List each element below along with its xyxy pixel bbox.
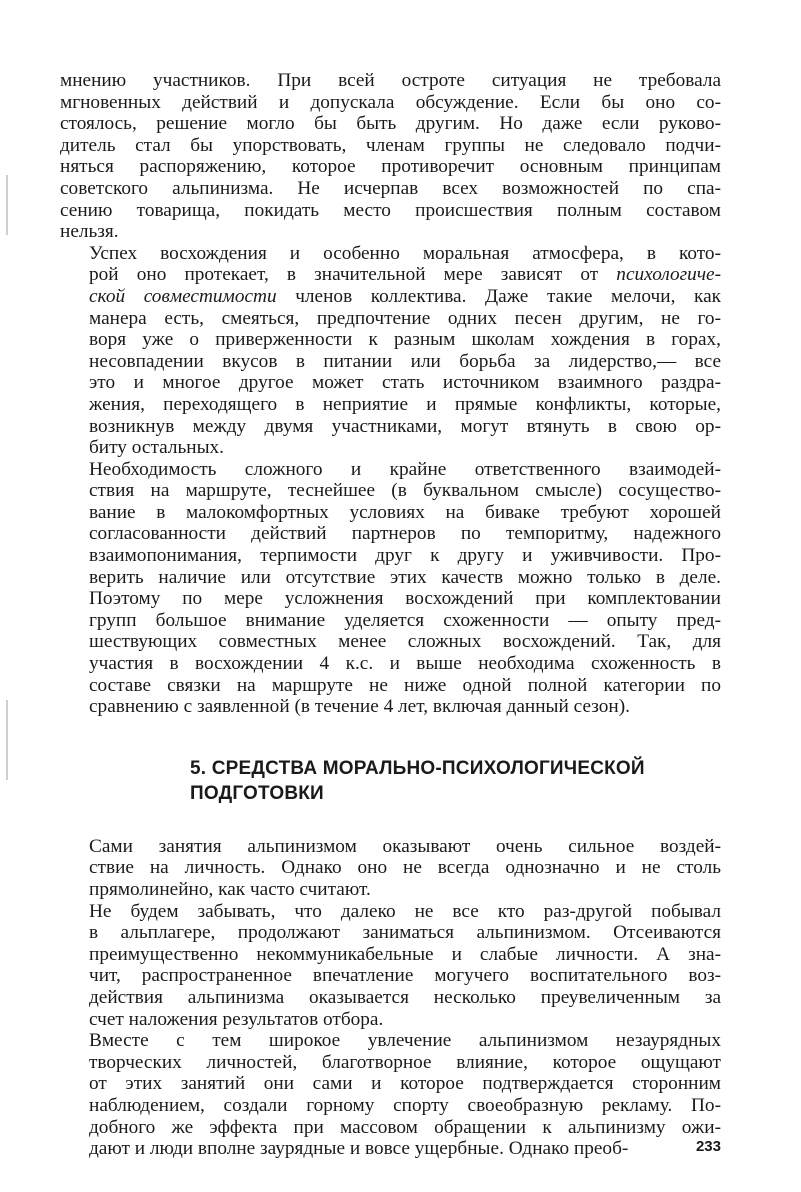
text-line: прямолинейно, как часто считают. — [89, 879, 371, 900]
text-line: ствие на личность. Однако оно не всегда однозначно и не столь — [89, 857, 721, 879]
text-line: дитель стал бы упорствовать, членам группы не следовало подчи- — [60, 134, 721, 156]
text-line: наблюдением, создали горному спорту своеобразную рекламу. По- — [89, 1094, 721, 1116]
text-line: добного же эффекта при массовом обращении к альпинизму ожи- — [89, 1116, 721, 1138]
text-line: Необходимость сложного и крайне ответственного взаимодей- — [89, 458, 721, 480]
text-line: няться распоряжению, которое противоречит основным принципам — [60, 156, 721, 178]
text-line: ствия на маршруте, теснейшее (в буквальном смысле) сосуществo- — [89, 480, 721, 502]
text-line: творческих личностей, благотворное влияние, которое ощущают — [89, 1051, 721, 1073]
text-line: рой оно протекает, в значительной мере зависят от психологиче- — [89, 264, 721, 286]
text-line: несовпадении вкусов в питании или борьба за лидерство,— все — [89, 350, 721, 372]
paragraph — [60, 243, 721, 459]
scan-edge-mark — [6, 175, 8, 235]
text-line: мнению участников. При всей остроте ситуация не требовала — [60, 70, 721, 91]
page-body — [60, 70, 721, 1160]
paragraph — [60, 901, 721, 1031]
text-line: Вместе с тем широкое увлечение альпинизмом незаурядных — [89, 1030, 721, 1052]
text-line: воря уже о приверженности к разным школам хождения в горах, — [89, 329, 721, 351]
text-line: шествующих совместных менее сложных восхождений. Так, для — [89, 631, 721, 653]
text-line: счет наложения результатов отбора. — [89, 1008, 384, 1030]
text-line: Поэтому по мере усложнения восхождений при комплектовании — [89, 588, 721, 610]
text-line: от этих занятий они сами и которое подтверждается сторонним — [89, 1073, 721, 1095]
text-line: сравнению с заявленной (в течение 4 лет, включая данный сезон). — [89, 696, 630, 718]
text-line: преимущественно некоммуникабельные и слабые личности. А зна- — [89, 943, 721, 965]
text-line: это и многое другое может стать источником взаимного раздра- — [89, 372, 721, 394]
text-line: Успех восхождения и особенно моральная атмосфера, в кото- — [89, 242, 721, 264]
heading-line: ПОДГОТОВКИ — [190, 782, 324, 804]
text-line: взаимопонимания, терпимости друг к другу и уживчивости. Про- — [89, 545, 721, 567]
text-line: действия альпинизма оказывается несколько преувеличенным за — [89, 986, 721, 1008]
text-line: согласованности действий партнеров по темпоритму, надежного — [89, 523, 721, 545]
text-line: верить наличие или отсутствие этих качеств можно только в деле. — [89, 566, 721, 588]
text-line: возникнув между двумя участниками, могут втянуть в свою ор- — [89, 415, 721, 437]
paragraph — [60, 70, 721, 243]
text-line: участия в восхождении 4 к.с. и выше необходима схоженность в — [89, 653, 721, 675]
text-line: групп большое внимание уделяется схоженности — опыту пред- — [89, 609, 721, 631]
heading-line: 5. СРЕДСТВА МОРАЛЬНО-ПСИХОЛОГИЧЕСКОЙ — [190, 757, 645, 779]
text-line: советского альпинизма. Не исчерпав всех возможностей по спа- — [60, 177, 721, 199]
text-line: ской совместимости членов коллектива. Даже такие мелочи, как — [89, 285, 721, 307]
paragraph — [60, 459, 721, 718]
text-line: Не будем забывать, что далеко не все кто раз-другой побывал — [89, 900, 721, 922]
text-line: сению товарища, покидать место происшествия полным составом — [60, 199, 721, 221]
text-line: нельзя. — [60, 221, 119, 243]
text-line: дают и люди вполне заурядные и вовсе ущербные. Однако преоб- — [89, 1138, 629, 1160]
text-line: стоялось, решение могло бы быть другим. Но даже если руково- — [60, 113, 721, 135]
text-line: мгновенных действий и допускала обсуждение. Если бы оно со- — [60, 91, 721, 113]
text-line: вание в малокомфортных условиях на биваке требуют хорошей — [89, 501, 721, 523]
section-heading — [190, 756, 721, 806]
page-number: 233 — [695, 1138, 721, 1155]
text-line: жения, переходящего в неприятие и прямые конфликты, которые, — [89, 393, 721, 415]
text-section-bottom — [60, 836, 721, 1160]
text-line: биту остальных. — [89, 437, 224, 459]
text-line: чит, распространенное впечатление могучего воспитательного воз- — [89, 965, 721, 987]
text-line: составе связки на маршруте не ниже одной полной категории по — [89, 674, 721, 696]
paragraph — [60, 836, 721, 901]
scan-edge-mark — [6, 700, 8, 780]
text-line: в альплагере, продолжают заниматься альпинизмом. Отсеиваются — [89, 922, 721, 944]
text-line: Сами занятия альпинизмом оказывают очень сильное воздей- — [89, 835, 721, 857]
paragraph — [60, 1030, 721, 1160]
text-section-top — [60, 70, 721, 718]
text-line: манера есть, смеяться, предпочтение одних песен другим, не го- — [89, 307, 721, 329]
